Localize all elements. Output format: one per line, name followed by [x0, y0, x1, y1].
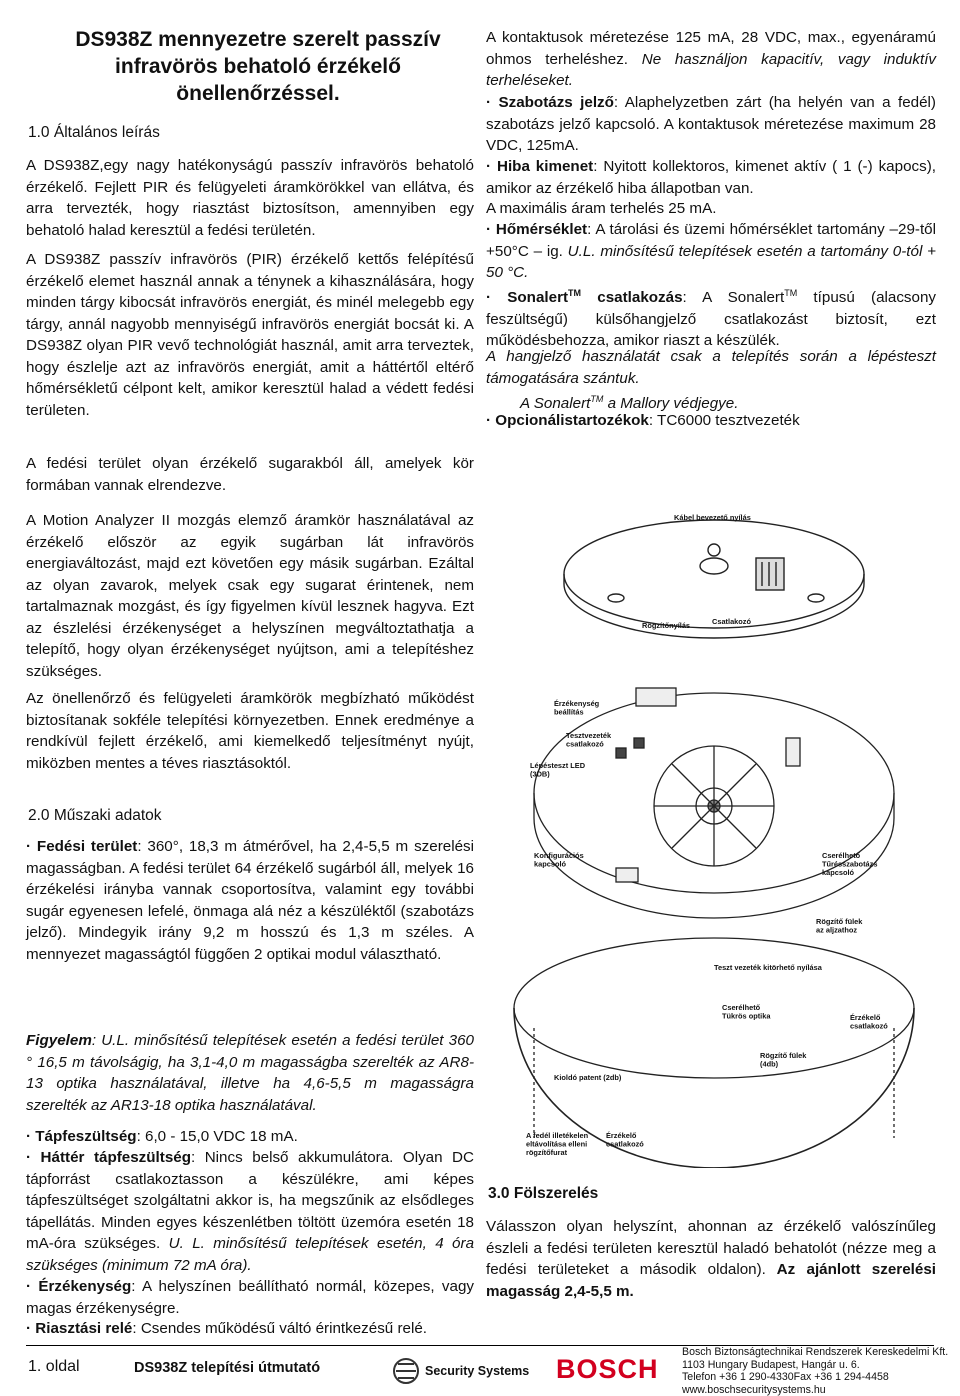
supervision-paragraph: Az önellenőrző és felügyeleti áramkörök megbízható működést biztosítanak sokféle telepítési környezetben. Ennek eredménye a rendkívül fejlett érzékelő, ami kiemelkedő teljesítményt nyújt, miközben mentes a téves riasztásoktól. — [26, 690, 474, 772]
title-line-3: önellenőrzéssel. — [176, 82, 340, 105]
bosch-logo: BOSCH — [556, 1354, 659, 1384]
supply-text: : 6,0 - 15,0 VDC 18 mA. — [136, 1128, 298, 1145]
section-heading-general: 1.0 Általános leírás — [28, 124, 160, 141]
sonalert-label: · Sonalert — [486, 289, 569, 307]
label-test-hole: Teszt vezeték kitörhető nyílása — [714, 963, 822, 972]
install-height: Az ajánlott szerelési magasság 2,4-5,5 m. — [486, 1261, 936, 1300]
security-logo-icon — [392, 1352, 420, 1390]
coverage-spec — [26, 836, 474, 965]
install-paragraph — [486, 1216, 936, 1302]
company-name: Bosch Biztonságtechnikai Rendszerek Kereskedelmi Kft. — [682, 1346, 949, 1358]
relay-spec — [26, 1318, 474, 1340]
relay-text: : Csendes működésű váltó érintkezésű relé. — [132, 1320, 427, 1337]
pir-paragraph: A DS938Z passzív infravörös (PIR) érzékelő kettős felépítésű érzékelő elemet használ annak a ténynek a kihasználására, hogy minden tárgy kibocsát infravörös energiát, és minél melegebb egy tárgy, annál nagyobb mennyiségű infravörös energiát bocsát ki. A DS938Z olyan PIR vevő technológiát használ, amit arra terveztek, hogy észlelje azt az infravörös energiát, amit a háttértől eltérő hőmérsékletű célpont kelt, amikor keresztül halad a védett fedési területen. — [26, 251, 474, 419]
backup-label: · Háttér tápfeszültség — [26, 1149, 191, 1166]
trademark-text: A Sonalert — [520, 395, 591, 413]
label-sensitivity: Érzékenység beállítás — [554, 699, 600, 717]
company-web: www.boschsecuritysystems.hu — [682, 1383, 826, 1396]
label-connector: Csatlakozó — [712, 617, 752, 626]
trademark-text-2: a Mallory védjegye. — [603, 395, 739, 413]
label-test-connector: Tesztvezeték csatlakozó — [566, 731, 612, 749]
sonalert-label-2: csatlakozás — [581, 289, 683, 307]
tamper-label: · Szabotázs jelző — [486, 94, 614, 111]
options-text: : TC6000 tesztvezeték — [648, 412, 800, 429]
sonalert-tm-2: TM — [784, 288, 798, 298]
trademark-tm: TM — [590, 394, 604, 404]
temperature-label: · Hőmérséklet — [486, 221, 588, 238]
label-release-latch: Kioldó patent (2db) — [554, 1073, 622, 1082]
sonalert-text: : A Sonalert — [682, 289, 785, 307]
coverage-spec-label: · Fedési terület — [26, 838, 138, 855]
label-led: Lépésteszt LED (3DB) — [530, 761, 586, 779]
title-line-2: infravörös behatoló érzékelő — [115, 55, 401, 78]
fault-text: : Nyitott kollektoros, kimenet aktív ( 1 (-) kapocs), amikor az érzékelő hiba állapotban van. — [486, 158, 936, 197]
temperature-text: : A tárolási és üzemi hőmérséklet tartomány –29-től +50°C – ig. — [486, 221, 936, 260]
page-number: 1. oldal — [28, 1358, 80, 1375]
footer-doc-title: DS938Z telepítési útmutató — [134, 1360, 321, 1376]
company-address — [682, 1346, 948, 1396]
options-spec — [486, 410, 936, 432]
fault-label: · Hiba kimenet — [486, 158, 594, 175]
sensitivity-label: · Érzékenység — [26, 1278, 132, 1295]
sensitivity-spec — [26, 1276, 474, 1319]
detector-exploded-diagram — [486, 488, 936, 1168]
label-cable-hole: Kábel bevezető nyílás — [674, 513, 751, 522]
title-line-1: DS938Z mennyezetre szerelt passzív — [75, 28, 441, 51]
contacts-italic: Ne használjon kapacitív, vagy induktív terheléseket. — [486, 50, 937, 89]
relay-label: · Riasztási relé — [26, 1320, 133, 1337]
sonalert-spec — [486, 283, 936, 352]
fault-current: A maximális áram terhelés 25 mA. — [486, 200, 717, 217]
options-label: · Opcionálistartozékok — [486, 412, 649, 429]
tamper-spec — [486, 92, 936, 157]
supply-spec — [26, 1126, 474, 1148]
sensitivity-text: : A helyszínen beállítható normál, közepes, vagy magas érzékenységre. — [26, 1278, 474, 1317]
sonalert-text-2: típusú (alacsony feszültségű) külsőhangjelző csatlakozást biztosít, ezt működésbehozza, amikor riaszt a készülék. — [486, 289, 937, 350]
coverage-spec-text: : 360°, 18,3 m átmérővel, ha 2,4-5,5 m szerelési magasságban. A fedési terület 64 érzékelő sugárból áll, melyek 16 érzékelési irányba vannak csoportosítva, valamint egy további sugár egyenesen lefelé, önmaga alá néz a készüléktől (szabotázs jelző). Mindegyik irány 9,2 m hosszú és 1,3 m széles. A mennyezet magasságtól függően 2 optikai modul választható. — [26, 838, 474, 963]
label-sensor-connector: Érzékelő csatlakozó — [850, 1013, 888, 1031]
warning-text: : U.L. minősítésű telepítések esetén a fedési terület 360 ° 16,5 m távolságig, ha 3,1-4,0 m magasságba szerelték az AR8-13 optika használatával, illetve ha 4,6-5,5 m magasságra szerelték az AR13-18 optika használatával. — [26, 1032, 474, 1114]
tamper-text: : Alaphelyzetben zárt (ha helyén van a fedél) szabotázs jelző kapcsoló. A kontaktusok méretezése maximum 28 VDC, 125mA. — [486, 94, 936, 154]
contacts-text: A kontaktusok méretezése 125 mA, 28 VDC, max., egyenáramú ohmos terheléshez. — [486, 29, 936, 68]
section-heading-install: 3.0 Fölszerelés — [488, 1185, 599, 1202]
warning-note — [26, 1030, 474, 1116]
detector-body — [534, 688, 894, 918]
label-mirror-optics: Cserélhető Tükrös optika — [722, 1003, 771, 1021]
contacts-rating — [486, 27, 936, 92]
temperature-italic: U.L. minősítésű telepítések esetén a tartomány 0-tól + 50 °C. — [486, 242, 936, 281]
company-street: 1103 Hungary Budapest, Hangár u. 6. — [682, 1358, 860, 1371]
backup-spec — [26, 1147, 474, 1276]
section-heading-tech: 2.0 Műszaki adatok — [28, 807, 162, 824]
sonalert-tm: TM — [568, 288, 582, 298]
backup-text: : Nincs belső akkumulátora. Olyan DC tápforrást csatlakoztasson a készülékre, ami képes tápfeszültséget szolgáltatni akkor is, ha megszűnik az elsődleges tápellátás. Minden egyes készenlétben töltött üzemóra esetén 18 mA-óra szükséges. — [26, 1149, 474, 1252]
fault-spec — [486, 156, 936, 199]
install-text: Válasszon olyan helyszínt, ahonnan az érzékelő valószínűleg észleli a fedési területen keresztül haladó behatolót (nézze meg a fedési területeket a második oldalon). — [486, 1218, 936, 1278]
label-mount-hole: Rögzítőnyílás — [642, 621, 691, 630]
page-footer — [0, 1346, 960, 1396]
motion-analyzer-paragraph: A Motion Analyzer II mozgás elemző áramkör használatával az érzékelő először az egyik sugárban lát infravörös energiaváltozást, majd ezt követően egy másik sugárban. Ezáltal az olyan zavarok, melyek csak egy sugarat érintenek, nem tartalmaznak mozgást, és így figyelmen kívül lesznek hagyva. Ezt az észlelési érzékenységet a helyszínen megváltoztathatja a telepítő, hogy olyan érzékenységet nyújtson, ami a telepítéshez szükséges. — [26, 512, 474, 680]
label-cover-note: A fedél illetékelen eltávolítása elleni rögzítőfurat — [526, 1131, 589, 1158]
temperature-spec — [486, 219, 936, 284]
coverage-paragraph: A fedési terület olyan érzékelő sugarakból áll, amelyek kör formában vannak elrendezve. — [26, 455, 474, 494]
security-systems-label: Security Systems — [425, 1364, 530, 1378]
company-phone: Telefon +36 1 290-4330Fax +36 1 294-4458 — [682, 1371, 889, 1383]
label-tamper-switch: Cserélhető Tűrésszabotázs kapcsoló — [822, 851, 878, 878]
supply-label: · Tápfeszültség — [26, 1128, 137, 1145]
sonalert-note: A hangjelző használatát csak a telepítés során a lépésteszt támogatására szántuk. — [486, 348, 936, 387]
document-title — [48, 26, 468, 107]
intro-paragraph: A DS938Z,egy nagy hatékonyságú passzív infravörös behatoló érzékelő. Fejlett PIR és felügyeleti áramkörökkel van ellátva, és arra tervezték, hogy riasztást biztosítson, amennyiben egy behatoló halad keresztül a fedési területén. — [26, 157, 474, 239]
label-tabs-base: Rögzítő fülek az aljzathoz — [816, 917, 863, 935]
warning-label: Figyelem — [26, 1032, 92, 1049]
label-tabs-4: Rögzítő fülek (4db) — [760, 1051, 807, 1069]
label-config-switch: Konfigurációs kapcsoló — [534, 851, 584, 869]
label-sensor-connector-2: Érzékelő csatlakozó — [606, 1131, 644, 1149]
backup-italic: U. L. minősítésű telepítések esetén, 4 óra szükséges (minimum 72 mA óra). — [26, 1235, 475, 1274]
